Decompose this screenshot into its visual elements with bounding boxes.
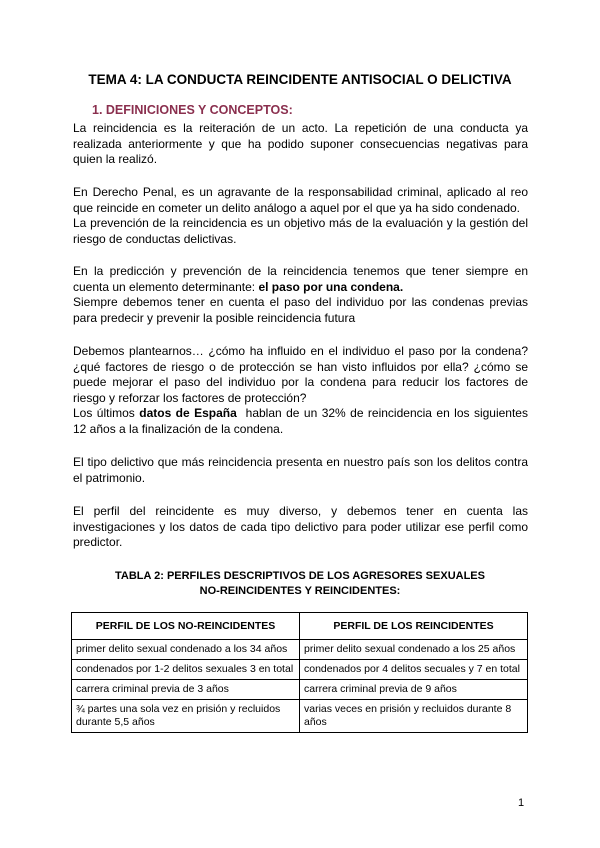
table-row [72, 700, 528, 733]
table-cell: varias veces en prisión y recluidos durante 8 años [300, 700, 528, 733]
table-header-row [72, 613, 528, 640]
paragraph-preguntas-a: Debemos plantearnos… ¿cómo ha influido en el individuo el paso por la condena? ¿qué factores de riesgo o de protección se han visto influidos por ella? ¿cómo se puede mejorar el paso del individuo por la condena para reducir los factores de riesgo y reforzar los factores de protección? [73, 344, 528, 405]
paragraph-derecho-penal [73, 185, 528, 247]
datos-post: hablan de un 32% de reincidencia en los siguientes 12 años a la finalización de la condena. [73, 406, 532, 436]
paragraph-preguntas [73, 344, 532, 438]
paragraph-prediccion-a [73, 264, 528, 295]
document-title: TEMA 4: LA CONDUCTA REINCIDENTE ANTISOCIAL O DELICTIVA [88, 72, 512, 87]
datos-bold: datos de España [139, 406, 237, 421]
header-no-reincidentes: PERFIL DE LOS NO-REINCIDENTES [72, 613, 300, 640]
paragraph-prediccion-b: Siempre debemos tener en cuenta el paso del individuo por las condenas previas para predecir y prevenir la posible reincidencia futura [73, 295, 528, 325]
paragraph-prediccion [73, 264, 528, 326]
paragraph-derecho-penal-b: La prevención de la reincidencia es un objetivo más de la evaluación y la gestión del riesgo de conductas delictivas. [73, 216, 528, 246]
profiles-table [71, 612, 528, 733]
header-reincidentes: PERFIL DE LOS REINCIDENTES [300, 613, 528, 640]
table-cell: primer delito sexual condenado a los 25 años [300, 640, 528, 660]
paragraph-derecho-penal-a: En Derecho Penal, es un agravante de la responsabilidad criminal, aplicado al reo que reincide en cometer un delito análogo a aquel por el que ya ha sido condenado. [73, 185, 528, 215]
table-row [72, 680, 528, 700]
paragraph-datos-espana [73, 406, 532, 437]
paragraph-tipo-delictivo: El tipo delictivo que más reincidencia presenta en nuestro país son los delitos contra el patrimonio. [73, 455, 528, 485]
table-cell: condenados por 1-2 delitos sexuales 3 en total [72, 660, 300, 680]
table-row [72, 640, 528, 660]
table-cell: ¾ partes una sola vez en prisión y recluidos durante 5,5 años [72, 700, 300, 733]
table-cell: condenados por 4 delitos secuales y 7 en total [300, 660, 528, 680]
table-caption-line-2: NO-REINCIDENTES Y REINCIDENTES: [199, 585, 401, 597]
paragraph-prediccion-bold: el paso por una condena. [258, 279, 404, 294]
table-cell: carrera criminal previa de 3 años [72, 680, 300, 700]
page-number: 1 [518, 797, 525, 809]
paragraph-definition: La reincidencia es la reiteración de un acto. La repetición de una conducta ya realizada anteriormente y que ha podido suponer consecuencias negativas para quien la realizó. [73, 121, 528, 167]
paragraph-perfil: El perfil del reincidente es muy diverso, y debemos tener en cuenta las investigaciones y los datos de cada tipo delictivo para poder utilizar ese perfil como predictor. [73, 504, 528, 550]
table-cell: carrera criminal previa de 9 años [300, 680, 528, 700]
table-cell: primer delito sexual condenado a los 34 años [72, 640, 300, 660]
section-heading: 1. DEFINICIONES Y CONCEPTOS: [92, 103, 293, 117]
table-row [72, 660, 528, 680]
paragraph-prediccion-text: En la predicción y prevención de la reincidencia tenemos que tener siempre en cuenta un elemento determinante: [73, 264, 528, 294]
table-caption-line-1: TABLA 2: PERFILES DESCRIPTIVOS DE LOS AGRESORES SEXUALES [115, 570, 485, 582]
datos-pre: Los últimos [73, 406, 140, 421]
table-caption [0, 569, 600, 599]
